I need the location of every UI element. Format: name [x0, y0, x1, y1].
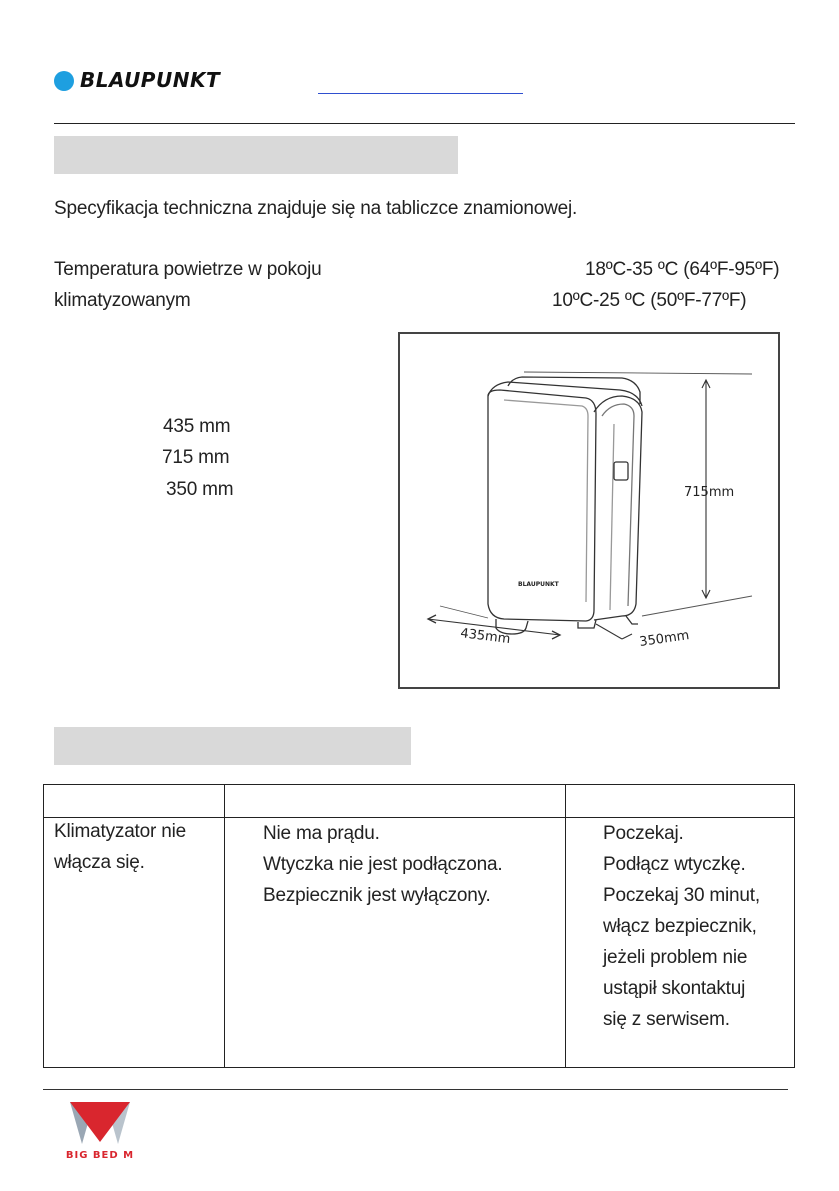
problem-line-1: Klimatyzator nie — [54, 821, 186, 842]
header-link-underline[interactable] — [318, 93, 523, 94]
troubleshooting-table — [43, 784, 795, 1068]
table-column-divider-1 — [224, 785, 225, 1067]
dimension-depth: 350 mm — [166, 479, 234, 500]
section-heading-bar-specs — [54, 136, 458, 174]
cause-line-1: Nie ma prądu. — [263, 823, 380, 844]
depth-dimension-label: 350mm — [638, 628, 691, 650]
footer-divider — [43, 1089, 788, 1090]
brand-logo: BLAUPUNKT — [80, 68, 221, 92]
air-conditioner-illustration — [400, 334, 778, 687]
solution-line-5: jeżeli problem nie — [603, 947, 748, 968]
unit-brand-label: BLAUPUNKT — [518, 581, 559, 588]
solution-line-7: się z serwisem. — [603, 1009, 730, 1030]
solution-line-6: ustąpił skontaktuj — [603, 978, 746, 999]
solution-line-2: Podłącz wtyczkę. — [603, 854, 746, 875]
section-heading-bar-troubleshooting — [54, 727, 411, 765]
spec-intro: Specyfikacja techniczna znajduje się na tabliczce znamionowej. — [54, 198, 578, 219]
footer-logo — [60, 1100, 140, 1162]
solution-line-3: Poczekaj 30 minut, — [603, 885, 760, 906]
cause-line-2: Wtyczka nie jest podłączona. — [263, 854, 503, 875]
table-header-divider — [44, 817, 794, 818]
footer-logo-text: BIG BED M — [65, 1150, 135, 1161]
header-divider — [54, 123, 795, 124]
brand-logo-dot — [54, 71, 74, 91]
air-conditioner-dimension-figure — [398, 332, 780, 689]
solution-line-1: Poczekaj. — [603, 823, 684, 844]
temp-label-line-2: klimatyzowanym — [54, 290, 191, 311]
height-dimension-label: 715mm — [684, 485, 735, 500]
big-bed-logo-mark — [60, 1100, 140, 1162]
dimension-width: 435 mm — [163, 416, 231, 437]
width-dimension-label: 435mm — [459, 626, 512, 648]
dimension-height: 715 mm — [162, 447, 230, 468]
solution-line-4: włącz bezpiecznik, — [603, 916, 757, 937]
temp-label-line-1: Temperatura powietrze w pokoju — [54, 259, 322, 280]
cause-line-3: Bezpiecznik jest wyłączony. — [263, 885, 491, 906]
temp-range-dehumid: 10ºC-25 ºC (50ºF-77ºF) — [552, 290, 747, 311]
table-column-divider-2 — [565, 785, 566, 1067]
problem-line-2: włącza się. — [54, 852, 145, 873]
temp-range-cooling: 18ºC-35 ºC (64ºF-95ºF) — [585, 259, 780, 280]
